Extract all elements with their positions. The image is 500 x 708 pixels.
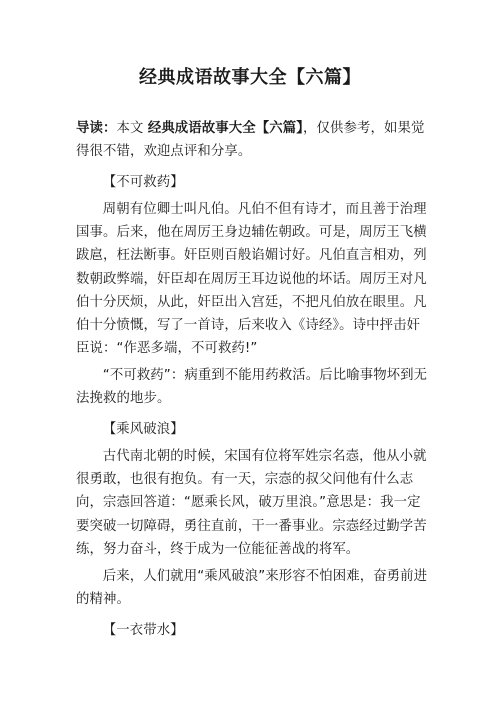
intro-prefix: 本文 [116,121,148,136]
section-paragraph: 后来，人们就用“乘风破浪”来形容不怕困难，奋勇前进的精神。 [76,568,428,607]
intro-paragraph [76,117,433,163]
section-heading-chengfengpolang: 【乘风破浪】 [102,422,184,438]
section-paragraph: “不可救药”：病重到不能用药救活。后比喻事物坏到无法挽救的地步。 [76,367,428,407]
document-title: 经典成语故事大全【六篇】 [139,67,361,88]
section-paragraph: 周朝有位卿士叫凡伯。凡伯不但有诗才，而且善于治理国事。后来，他在周厉王身边辅佐朝政。可是，周厉王飞横跋扈，枉法断事。奸臣则百般谄媚讨好。凡伯直言相劝，列数朝政弊端，奸臣却在周厉王耳边说他的坏话。周厉王对凡伯十分厌烦，从此，奸臣出入宫廷，不把凡伯放在眼里。凡伯十分愤慨，写了一首诗，后来收入《诗经》。诗中抨击奸臣说：“作恶多端，不可救药!” [76,202,427,356]
intro-label: 导读： [76,121,117,136]
section-heading-yiyidaishui: 【一衣带水】 [102,622,184,638]
intro-suffix: ，仅供参考，如果觉得很不错，欢迎点评和分享。 [76,121,425,160]
intro-title: 经典成语故事大全【六篇】 [147,121,304,136]
section-heading-bukejiuyao: 【不可救药】 [102,175,184,191]
document-body [76,117,433,646]
section-paragraph: 古代南北朝的时候，宋国有位将军姓宗名悫，他从小就很勇敢，也很有抱负。有一天，宗悫的叔父问他有什么志向，宗悫回答道：“愿乘长风，破万里浪。”意思是：我一定要突破一切障碍，勇往直前，干一番事业。宗悫经过勤学苦练，努力奋斗，终于成为一位能征善战的将军。 [76,449,427,557]
